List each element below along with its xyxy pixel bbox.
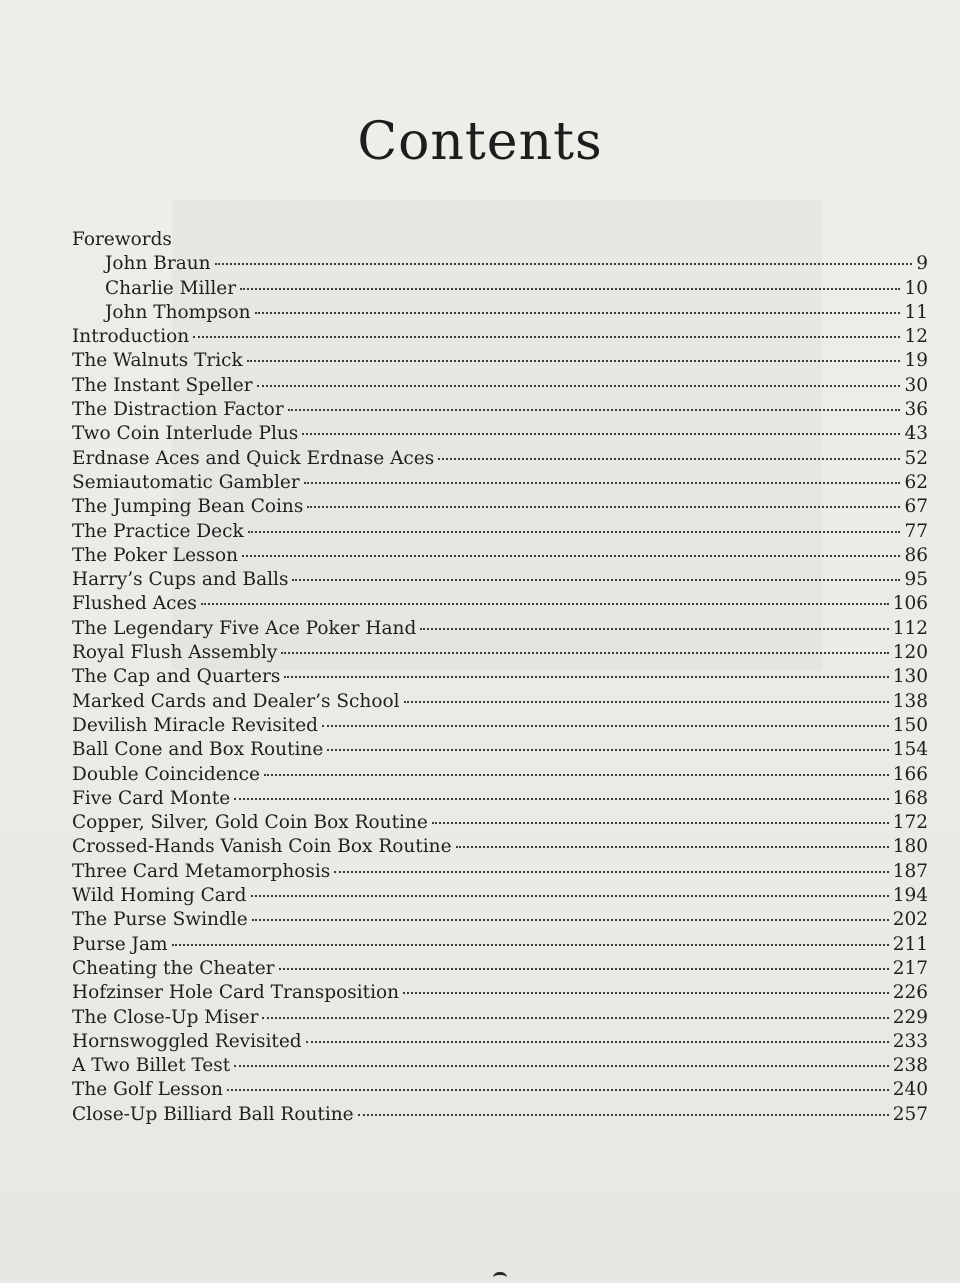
toc-entry-page-number: 233 [892,1030,928,1052]
toc-entry-title: A Two Billet Test [72,1055,231,1077]
toc-entry-title: Wild Homing Card [72,885,247,907]
toc-entry-title: John Braun [105,253,211,275]
toc-entry-title: John Thompson [105,301,251,323]
toc-entry [72,933,928,957]
toc-entry-title: Cheating the Cheater [72,957,275,979]
dot-leader [234,798,889,800]
table-of-contents [72,228,928,1127]
dot-leader [255,312,901,314]
toc-entry-title: The Legendary Five Ace Poker Hand [72,617,417,639]
toc-entry-title: The Golf Lesson [72,1079,223,1101]
toc-entry-title: Two Coin Interlude Plus [72,423,299,445]
toc-entry-title: The Cap and Quarters [72,666,281,688]
toc-entry-title: Devilish Miracle Revisited [72,714,318,736]
dot-leader [264,774,889,776]
toc-entry-page-number: 52 [904,447,928,469]
toc-entry [72,860,928,884]
toc-entry-page-number: 112 [892,617,928,639]
toc-entry-page-number: 19 [904,350,928,372]
toc-entry-page-number: 238 [892,1055,928,1077]
toc-entry [72,1006,928,1030]
toc-entry [72,471,928,495]
toc-entry-title: Three Card Metamorphosis [72,860,331,882]
toc-entry [72,811,928,835]
dot-leader [322,725,889,727]
toc-entry [72,568,928,592]
dot-leader [215,263,913,265]
toc-entry-title: Introduction [72,326,190,348]
dot-leader [262,1017,888,1019]
toc-entry [72,787,928,811]
toc-entry-title: Flushed Aces [72,593,197,615]
toc-entry-title: The Jumping Bean Coins [72,496,304,518]
toc-entry-title: Royal Flush Assembly [72,642,278,664]
dot-leader [438,458,900,460]
toc-entry-page-number: 62 [904,471,928,493]
toc-entry-title: Charlie Miller [105,277,237,299]
toc-entry [72,447,928,471]
toc-entry-page-number: 12 [904,326,928,348]
toc-entry [72,835,928,859]
toc-entry-title: Five Card Monte [72,787,231,809]
dot-leader [172,944,889,946]
toc-entry-title: Ball Cone and Box Routine [72,739,324,761]
page-number-fragment [493,1272,507,1283]
dot-leader [251,895,889,897]
dot-leader [358,1114,889,1116]
dot-leader [252,919,889,921]
toc-entry [72,763,928,787]
toc-entry [72,422,928,446]
page-title: Contents [357,112,603,172]
toc-entry-title: The Practice Deck [72,520,244,542]
toc-entry [72,592,928,616]
toc-entry-page-number: 120 [892,642,928,664]
toc-entry [72,301,928,325]
toc-entry [72,641,928,665]
dot-leader [284,676,888,678]
dot-leader [327,749,888,751]
toc-entry [72,908,928,932]
toc-entry-page-number: 154 [892,739,928,761]
toc-entry [72,252,928,276]
toc-entry-title: The Distraction Factor [72,399,284,421]
toc-entry [72,884,928,908]
dot-leader [307,506,900,508]
dot-leader [242,555,900,557]
toc-entry [72,1030,928,1054]
dot-leader [288,409,901,411]
dot-leader [257,385,901,387]
toc-entry-page-number: 166 [892,763,928,785]
dot-leader [248,531,901,533]
toc-entry-page-number: 187 [892,860,928,882]
toc-entry [72,325,928,349]
dot-leader [247,360,901,362]
toc-entry-title: Crossed-Hands Vanish Coin Box Routine [72,836,452,858]
toc-entry-title: Double Coincidence [72,763,260,785]
toc-entry-page-number: 202 [892,909,928,931]
toc-entry-page-number: 77 [904,520,928,542]
toc-entry-page-number: 211 [892,933,928,955]
toc-entry-page-number: 217 [892,957,928,979]
dot-leader [420,628,888,630]
dot-leader [279,968,889,970]
toc-entry-page-number: 240 [892,1079,928,1101]
toc-entry-title: Erdnase Aces and Quick Erdnase Aces [72,447,435,469]
toc-entry-title: The Poker Lesson [72,544,239,566]
dot-leader [234,1065,889,1067]
toc-entry-title: Marked Cards and Dealer’s School [72,690,400,712]
toc-entry-page-number: 9 [916,253,928,275]
toc-heading-forewords [72,228,928,252]
toc-entry [72,1103,928,1127]
toc-entry [72,374,928,398]
toc-entry-page-number: 30 [904,374,928,396]
toc-entry [72,690,928,714]
toc-entry-page-number: 11 [904,301,928,323]
toc-entry-page-number: 168 [892,787,928,809]
toc-entry [72,398,928,422]
toc-entry [72,277,928,301]
toc-entry-title: The Walnuts Trick [72,350,243,372]
dot-leader [227,1089,889,1091]
toc-entry-title: Purse Jam [72,933,168,955]
toc-entry-page-number: 138 [892,690,928,712]
dot-leader [403,992,889,994]
toc-entry-title: Harry’s Cups and Balls [72,569,289,591]
toc-entry-title: Close-Up Billiard Ball Routine [72,1103,354,1125]
toc-entry-title: Copper, Silver, Gold Coin Box Routine [72,812,428,834]
toc-entry-page-number: 86 [904,544,928,566]
toc-entry-page-number: 194 [892,885,928,907]
dot-leader [292,579,900,581]
dot-leader [201,603,889,605]
toc-entry-page-number: 67 [904,496,928,518]
toc-entry-page-number: 95 [904,569,928,591]
toc-entry-page-number: 257 [892,1103,928,1125]
toc-entry-page-number: 172 [892,812,928,834]
toc-entry [72,665,928,689]
dot-leader [304,482,901,484]
toc-entry [72,617,928,641]
toc-entry [72,714,928,738]
dot-leader [193,336,900,338]
toc-entry-page-number: 150 [892,714,928,736]
toc-entry-page-number: 229 [892,1006,928,1028]
dot-leader [432,822,889,824]
dot-leader [456,846,889,848]
toc-entry-page-number: 10 [904,277,928,299]
toc-entry [72,1054,928,1078]
dot-leader [281,652,888,654]
toc-entry-page-number: 180 [892,836,928,858]
toc-entry-page-number: 226 [892,982,928,1004]
dot-leader [306,1041,889,1043]
toc-entry [72,349,928,373]
dot-leader [302,433,900,435]
toc-entry-page-number: 130 [892,666,928,688]
dot-leader [240,288,900,290]
toc-entry [72,520,928,544]
toc-entry-title: Hofzinser Hole Card Transposition [72,982,400,1004]
toc-entry-title: The Instant Speller [72,374,253,396]
toc-entry-page-number: 36 [904,399,928,421]
toc-entry-title: The Purse Swindle [72,909,248,931]
toc-entry-page-number: 106 [892,593,928,615]
toc-entry [72,738,928,762]
toc-heading-label: Forewords [72,229,172,250]
toc-entry [72,957,928,981]
toc-entry-title: Semiautomatic Gambler [72,471,300,493]
toc-entry [72,544,928,568]
dot-leader [334,871,888,873]
toc-entry-page-number: 43 [904,423,928,445]
toc-entry [72,981,928,1005]
toc-entry [72,495,928,519]
toc-entry [72,1078,928,1102]
dot-leader [404,701,889,703]
toc-entry-title: The Close-Up Miser [72,1006,259,1028]
toc-entry-title: Hornswoggled Revisited [72,1030,302,1052]
